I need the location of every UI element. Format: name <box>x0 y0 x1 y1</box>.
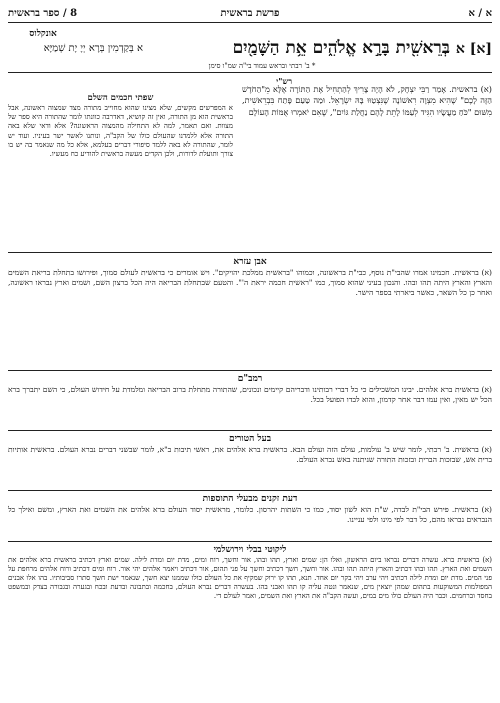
divider <box>8 490 492 491</box>
baal-haturim-title: בעל הטורים <box>228 434 272 444</box>
daas-zekeinim-title: דעת זקנים מבעלי התוספות <box>202 494 298 504</box>
header-chapter-ref: א / א <box>468 7 492 19</box>
main-verse <box>142 37 492 60</box>
divider <box>8 430 492 431</box>
header-page-book: 8 / ספר בראשית <box>8 7 78 19</box>
daas-zekeinim-text: (א) בראשית. פירש הבי"ת לבדה, ש"ת הוא לשון יסוד, כמו כי השתות יהרסון. כלומר, מראשית יסוד העולם ברא אלהים את השמים ואת הארץ, ומשם ואילך כל הנבראים נבראו מהם, כל דבר לפי מינו ולפי עניינו. <box>8 505 492 525</box>
running-header <box>8 4 492 23</box>
verse-footnote: * ב' רבתי ובראש עמוד בי"ה שמ"ו סימן <box>208 62 316 70</box>
ramban-text: (א) בראשית ברא אלהים. יבינו המשכילים כי כל דברי רבותינו ודבריהם קיימים ונכונים, שהתורה מתחלת ברוב הבריאה ומלמדת על חידוש העולם, כי השם יתברך ברא הכל יש מאין, ואין עמו דבר אחר קדמון, והוא לבדו הפועל בכל. <box>8 385 492 405</box>
divider <box>8 72 492 73</box>
ramban-title: רמב"ם <box>237 374 263 384</box>
rashi-text: (א) בראשית. אָמַר רַבִּי יִצְחָק, לֹא הָיָה צָרִיךְ לְהַתְחִיל אֶת הַתּוֹרָה אֶלָּא מֵ"הַחֹדֶשׁ הַזֶּה לָכֶם" שֶׁהִיא מִצְוָה רִאשׁוֹנָה שֶׁנִּצְטַוּוּ בָּהּ יִשְׂרָאֵל. וּמַה טַּעַם פָּתַח בִּבְרֵאשִׁית, מִשּׁוּם "כֹּחַ מַעֲשָׂיו הִגִּיד לְעַמּוֹ לָתֵת לָהֶם נַחֲלַת גּוֹיִם", שֶׁאִם יֹאמְרוּ אֻמּוֹת הָעוֹלָם <box>242 84 492 117</box>
verse-number: [א] א <box>455 41 492 57</box>
header-parsha: פרשת בראשית <box>220 7 280 19</box>
baal-haturim-text: (א) בראשית. ב' רבתי, לומר שיש ב' עולמות, עולם הזה ועולם הבא. בראשית ברא אלהים את, ראשי תיבות ב"א, לומר שבשני דברים נברא העולם. בראשית אותיות ברית אש, שבזכות הברית ובזכות התורה שניתנה באש נברא העולם. <box>8 445 492 465</box>
sifsei-text: א המפרשים מקשים, שלא מצינו שהוא מחוייב מתורה מצד שמצוה ראשונה, אבל בראשית הוא מן התורה, ואין זה קושיא, דאדרבה כוונתו לומר שהתורה היא ספר של מצוות. ואם תאמר, למה לא התחילה מהמצוה הראשונה? אלא ודאי שלא באה התורה אלא ללמדנו שהעולם כולו של הקב"ה, ונותנו לאשר ישר בעיניו. ועוד יש לומר, שהתורה לא באה ללמד סיפורי דברים בעלמא, אלא כל מה שנאמר בה יש בו צורך ותועלת לדורות, ולכן הקדים מעשה בראשית להודיע כח מעשיו. <box>8 104 233 159</box>
ibn-ezra-text: (א) בראשית. חכמינו אמרו שהבי"ת נוסף, כבי"ת בראשונה, וכמוהו "בראשית ממלכת יהויקים". ויש אומרים כי בראשית לעולם סמוך, ופירושו בתחלת בריאת השמים והארץ והארץ היתה תהו ובהו. והנכון בעיני שהוא סמוך, כמו "ראשית חכמה יראת ה'". והטעם שבתחלת הבריאה היה הכל ברצון השם, ושמים וארץ נבראו ראשונה, ואחר כן כל השאר, כאשר ביארתי בספר הישר. <box>8 268 492 298</box>
likkutei-text: (א) בראשית ברא. עשרה דברים נבראו ביום הראשון, ואלו הן: שמים וארץ, תהו ובהו, אור וחשך, רוח ומים, מדת יום ומדת לילה. שמים וארץ דכתיב בראשית ברא אלהים את השמים ואת הארץ. תהו ובהו דכתיב והארץ היתה תהו ובהו. אור וחשך, חשך דכתיב וחשך על פני תהום, אור דכתיב ויאמר אלהים יהי אור. רוח ומים דכתיב ורוח אלהים מרחפת על פני המים. מדת יום ומדת לילה דכתיב ויהי ערב ויהי בקר יום אחד. תנא, תהו קו ירוק שמקיף את כל העולם כולו שממנו יצא חשך, שנאמר ישת חשך סתרו סביבותיו. בהו אלו אבנים המפולמות המשוקעות בתהום שמהן יוצאין מים, שנאמר ונטה עליה קו תהו ואבני בהו. בעשרה דברים נברא העולם, בחכמה ובתבונה ובדעת ובכח ובגערה ובגבורה בצדק ובמשפט בחסד וברחמים. וכבר היה העולם כולו מים במים, ועשה הקב"ה את הארץ ואת השמים, ואמר לעולם די. <box>8 556 492 601</box>
onkelos-text: א בְּקַדְמִין בְּרָא יְיָ יָת שְׁמַיָּא <box>43 43 143 54</box>
divider <box>8 541 492 542</box>
verse-text: בְּרֵאשִׁ֖ית בָּרָ֣א אֱלֹהִ֑ים אֵ֥ת הַשָּׁמַ֖יִם <box>232 38 450 58</box>
rashi-label: רש"י <box>276 76 292 86</box>
divider <box>8 370 492 371</box>
sifsei-title: שפתי חכמים השלם <box>87 93 154 103</box>
divider <box>8 252 492 253</box>
onkelos-label: אונקלוס <box>29 29 57 39</box>
page <box>8 4 492 699</box>
likkutei-title: ליקוטי בבלי וירושלמי <box>213 545 287 555</box>
ibn-ezra-title: אבן עזרא <box>233 257 267 267</box>
